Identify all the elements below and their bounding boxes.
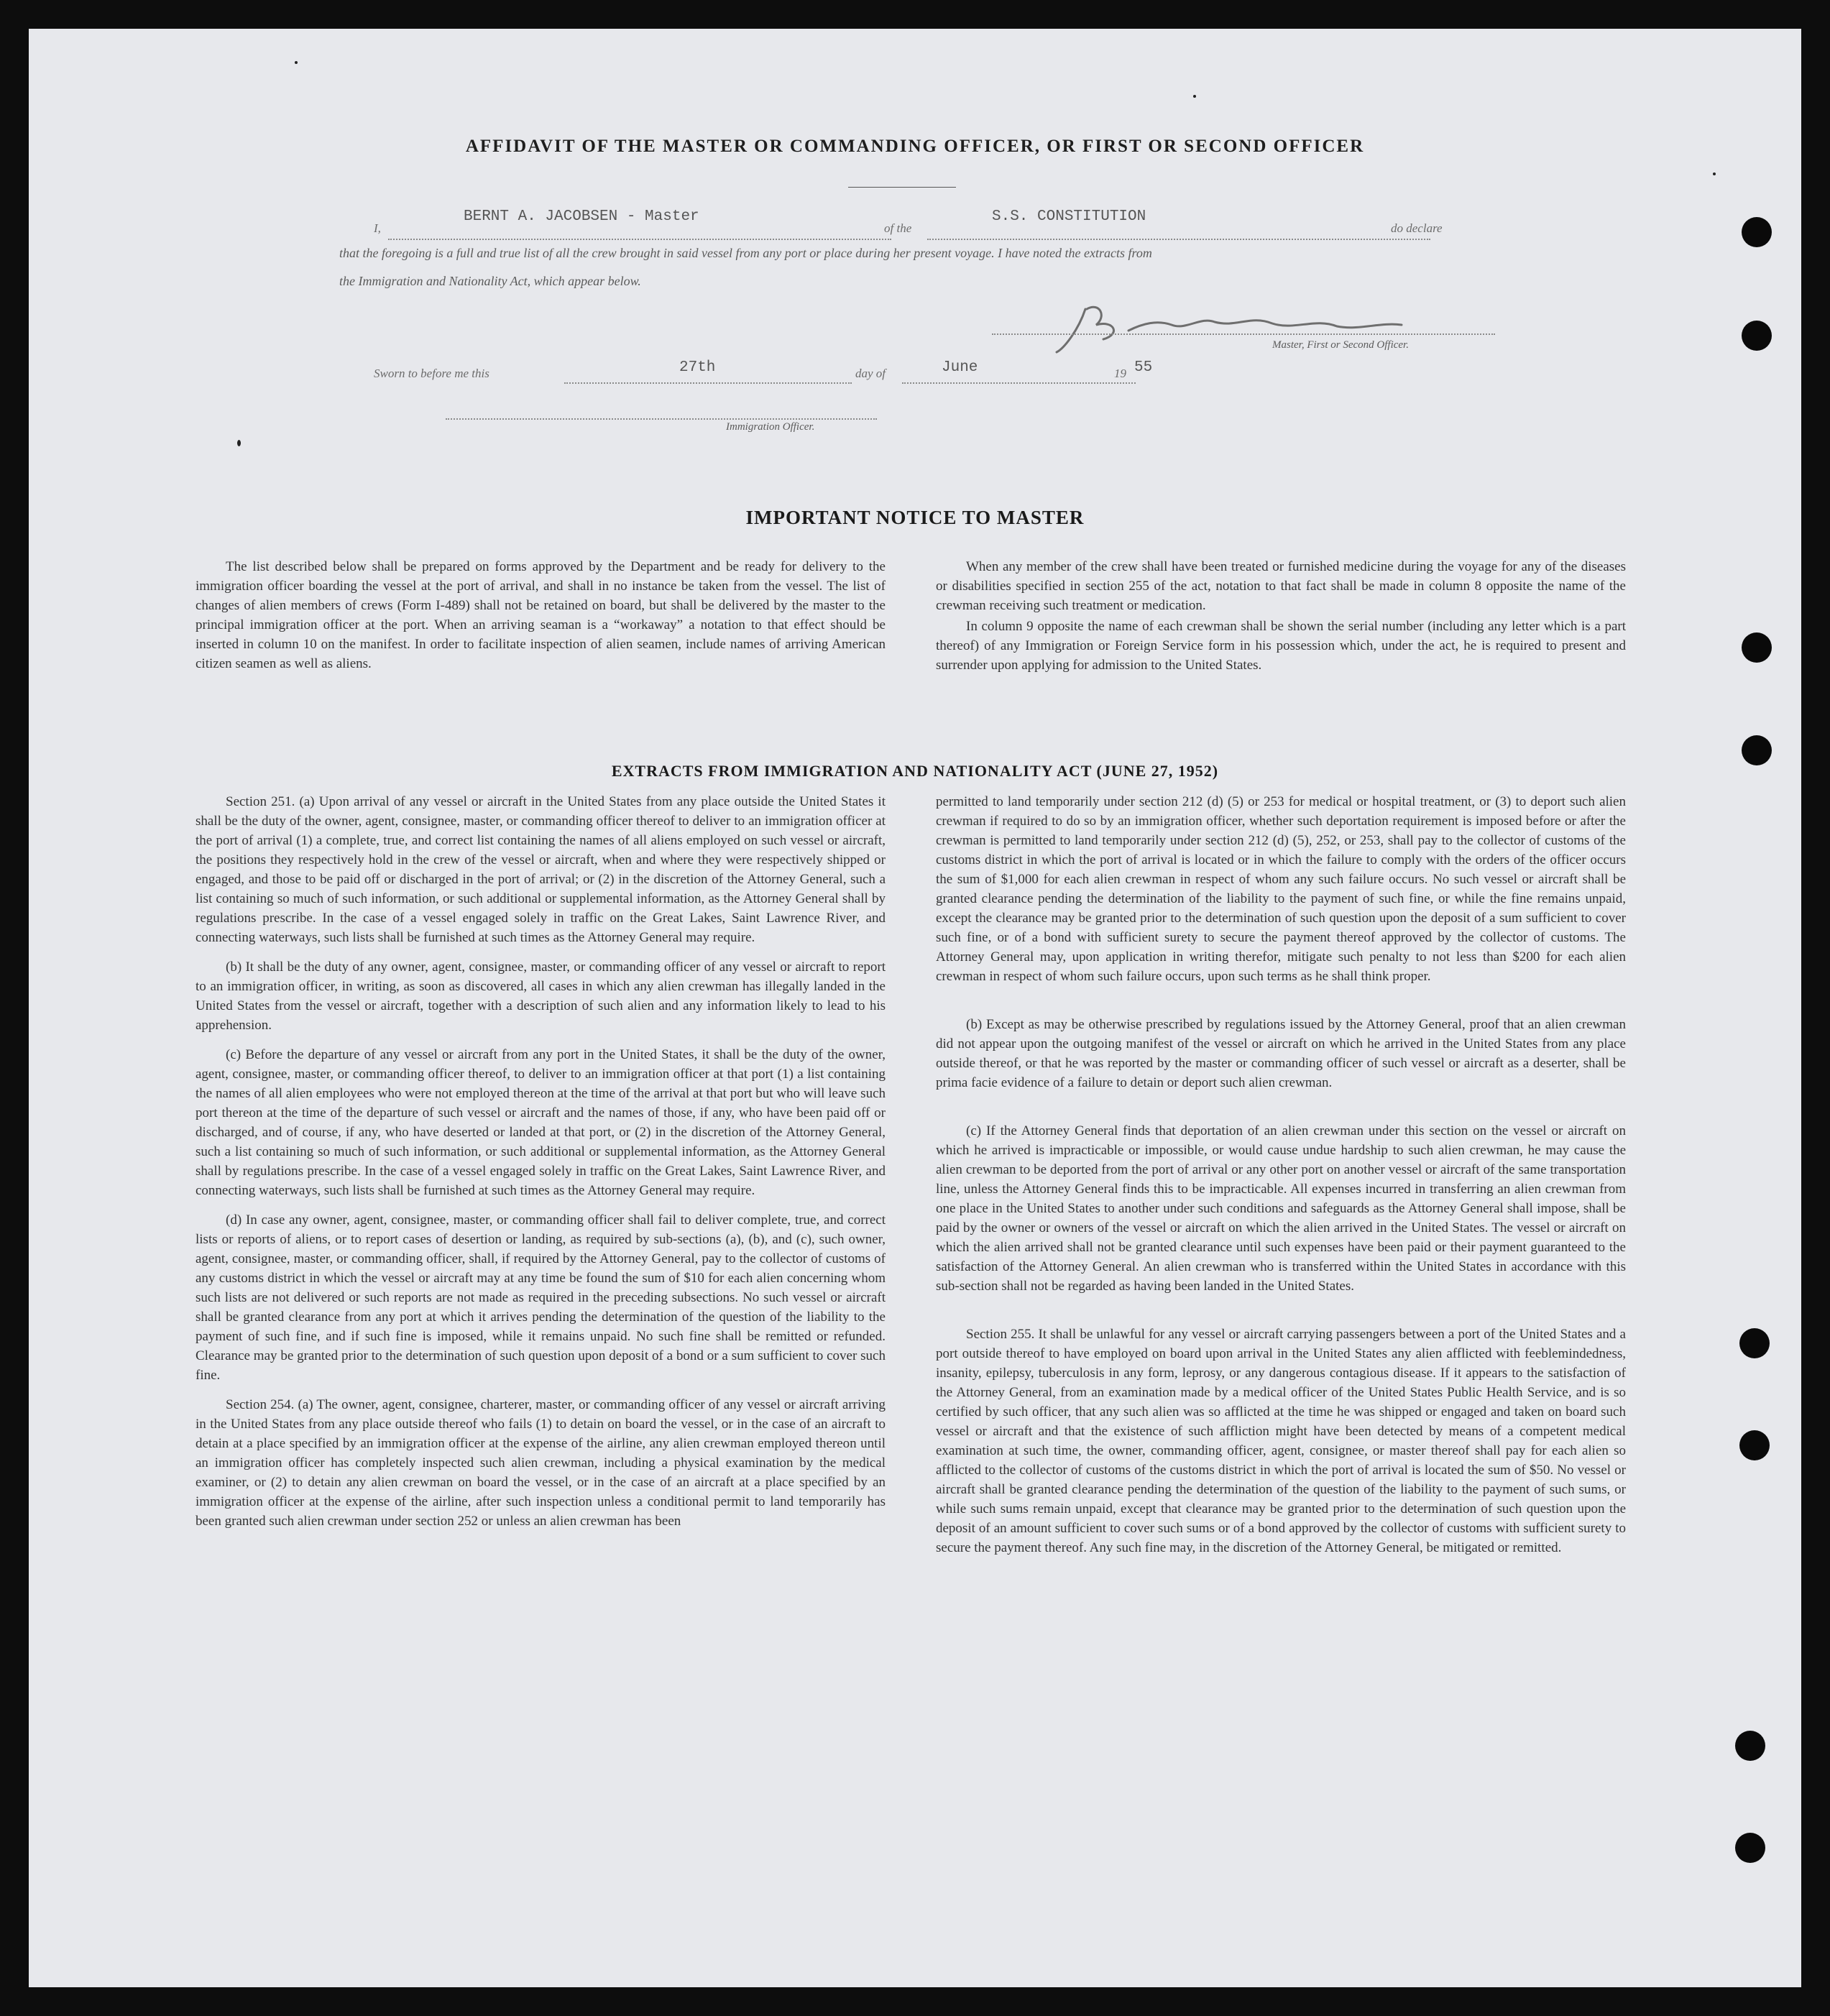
year-suffix: 55 <box>1134 359 1153 376</box>
i-label: I, <box>374 221 381 235</box>
section-254-a: Section 254. (a) The owner, agent, consignee, charterer, master, or commanding officer of any vessel or aircraft arriving in the United States from any place outside thereof who fails (1) to detain on board the vessel, or in the case of an aircraft to detain at a place specified by an immigration officer at the expense of the airline, any alien crewman employed thereon until an immigration officer has completely inspected such alien crewman, including a physical examination by the medical examiner, or (2) to detain any alien crewman on board the vessel, or in the case of an aircraft at a place specified by an immigration officer at the expense of the airline, after such inspection unless a conditional permit to land temporarily has been granted such alien crewman under section 252 or unless an alien crewman has been <box>196 1397 886 1529</box>
punch-hole <box>1739 1328 1770 1358</box>
year-prefix: 19 <box>1114 367 1126 380</box>
extracts-right-column <box>936 792 1626 1568</box>
vessel-name: S.S. CONSTITUTION <box>992 208 1146 225</box>
speck <box>295 61 298 64</box>
speck <box>237 440 241 446</box>
sworn-month: June <box>942 359 978 376</box>
section-254-a-continued: permitted to land temporarily under section 212 (d) (5) or 253 for medical or hospital treatment, or (3) to deport such alien crewman if required to do so by an immigration officer, whether such deportation requirement is imposed before or after the crewman is permitted to land temporarily under section 212 (d) (5), 252, or 253, shall pay to the collector of customs of the customs district in which the port of arrival is located or in which the failure to comply with the orders of the officer occurs the sum of $1,000 for each alien crewman in respect of whom any such failure occurs. No such vessel or aircraft shall be granted clearance pending the determination of the liability to the payment of such fine, or while the fine remains unpaid, except the clearance may be granted prior to the determination of such question upon the deposit of a sum sufficient to cover such fine, or of a bond with sufficient surety to secure the payment thereof approved by the collector of customs. The Attorney General may, upon application in writing therefor, mitigate such penalty to not less than $200 for each alien crewman in respect of whom such failure occurs, upon such terms as he shall think proper. <box>936 794 1626 984</box>
section-251-a: Section 251. (a) Upon arrival of any vessel or aircraft in the United States from any place outside the United States it shall be the duty of the owner, agent, consignee, master, or commanding officer thereof to deliver to an immigration officer at the port of arrival (1) a complete, true, and correct list containing the names of all aliens employed on such vessel or aircraft, the positions they respectively hold in the crew of the vessel or aircraft, when and where they were respectively shipped or engaged, and those to be paid off or discharged in the port of arrival; or (2) in the discretion of the Attorney General, such a list containing so much of such information, or such additional or supplemental information, as the Attorney General shall by regulations prescribe. In the case of a vessel engaged solely in traffic on the Great Lakes, Saint Lawrence River, and connecting waterways, such lists shall be furnished at such times as the Attorney General may require. <box>196 794 886 945</box>
document-page <box>29 29 1801 1987</box>
notice-right-paragraph-1: When any member of the crew shall have been treated or furnished medicine during the voyage for any of the diseases or disabilities specified in section 255 of the act, notation to that fact shall be made in column 8 opposite the name of the crewman receiving such treatment or medication. <box>936 559 1626 613</box>
title-divider <box>848 187 956 188</box>
declaration-line-1: that the foregoing is a full and true list of all the crew brought in said vessel from any port or place during her present voyage. I have noted the extracts from <box>339 246 1152 260</box>
of-the-label: of the <box>884 221 912 235</box>
master-name: BERNT A. JACOBSEN - Master <box>464 208 699 225</box>
speck <box>1713 172 1716 175</box>
signature-caption: Master, First or Second Officer. <box>1272 339 1409 351</box>
extracts-left-column <box>196 792 886 1541</box>
section-251-c: (c) Before the departure of any vessel or aircraft from any port in the United States, it shall be the duty of the owner, agent, consignee, master, or commanding officer thereof, to deliver to an immigration officer at that port (1) a list containing the names of all alien employees who were not employed thereon at the time of the arrival at that port but who will leave such port thereon at the time of the departure of such vessel or aircraft and the names of those, if any, who have been paid off or discharged, and of course, if any, who have deserted or landed at that port, or (2) in the discretion of the Attorney General, such a list containing so much of such information, or such additional or supplemental information, as the Attorney General shall by regulations prescribe. In the case of a vessel engaged solely in traffic on the Great Lakes, Saint Lawrence River, and connecting waterways, such lists shall be furnished at such times as the Attorney General may require. <box>196 1047 886 1198</box>
notice-right-paragraph-2: In column 9 opposite the name of each crewman shall be shown the serial number (including any letter which is a part thereof) of any Immigration or Foreign Service form in his possession which, under the act, he is required to present and surrender upon applying for admission to the United States. <box>936 619 1626 673</box>
section-254-c: (c) If the Attorney General finds that deportation of an alien crewman under this section on the vessel or aircraft on which he arrived is impracticable or impossible, or would cause undue hardship to such alien crewman, he may cause the alien crewman to be deported from the port of arrival or any other port on another vessel or aircraft of the same transportation line, unless the Attorney General finds this to be impracticable. All expenses incurred in transferring an alien crewman from one place in the United States to another under such conditions and safeguards as the Attorney General shall impose, shall be paid by the owner or owners of the vessel or aircraft on which the alien arrived in the United States. The vessel or aircraft on which the alien arrived shall not be granted clearance until such expenses have been paid or their payment guaranteed to the satisfaction of the Attorney General. An alien crewman who is transferred within the United States in accordance with this sub-section shall not be regarded as having been landed in the United States. <box>936 1123 1626 1294</box>
punch-hole <box>1739 1430 1770 1460</box>
month-blank <box>902 372 1136 384</box>
name-blank <box>388 223 891 240</box>
officer-caption: Immigration Officer. <box>726 421 815 433</box>
punch-hole <box>1742 632 1772 663</box>
notice-right-column <box>936 557 1626 685</box>
declaration-line-2: the Immigration and Nationality Act, which appear below. <box>339 274 641 288</box>
do-declare-label: do declare <box>1391 221 1443 235</box>
sworn-day: 27th <box>679 359 716 376</box>
notice-left-column <box>196 557 886 683</box>
punch-hole <box>1735 1833 1765 1863</box>
affidavit-title: AFFIDAVIT OF THE MASTER OR COMMANDING OFFICER, OR FIRST OR SECOND OFFICER <box>465 137 1365 156</box>
section-254-b: (b) Except as may be otherwise prescribed by regulations issued by the Attorney General, proof that an alien crewman did not appear upon the outgoing manifest of the vessel or aircraft on which he arrived in the United States from any place outside thereof, or that he was reported by the master or commanding officer of such vessel or aircraft as a deserter, shall be prima facie evidence of a failure to detain or deport such alien crewman. <box>936 1017 1626 1090</box>
section-251-b: (b) It shall be the duty of any owner, agent, consignee, master, or commanding officer of any vessel or aircraft to report to an immigration officer, in writing, as soon as discovered, all cases in which any alien crewman has illegally landed in the United States from the vessel or aircraft, together with a description of such alien and any information likely to lead to his apprehension. <box>196 959 886 1033</box>
sworn-label: Sworn to before me this <box>374 367 489 380</box>
punch-hole <box>1742 217 1772 247</box>
notice-title: IMPORTANT NOTICE TO MASTER <box>745 507 1085 528</box>
speck <box>1193 95 1196 98</box>
extracts-title: EXTRACTS FROM IMMIGRATION AND NATIONALITY ACT (JUNE 27, 1952) <box>611 762 1219 780</box>
notice-left-paragraph: The list described below shall be prepared on forms approved by the Department and be ready for delivery to the immigration officer boarding the vessel at the port of arrival, and shall in no instance be taken from the vessel. The list of changes of alien members of crews (Form I-489) shall not be retained on board, but shall be delivered by the master to the principal immigration officer at the port. When an arriving seaman is a “workaway” a notation to that effect should be inserted in column 10 on the manifest. In order to facilitate inspection of alien seamen, include names of arriving American citizen seamen as well as aliens. <box>196 559 886 671</box>
section-255: Section 255. It shall be unlawful for any vessel or aircraft carrying passengers between a port of the United States and a port outside thereof to have employed on board upon arrival in the United States any alien afflicted with feeblemindedness, insanity, epilepsy, tuberculosis in any form, leprosy, or any dangerous contagious disease. If it appears to the satisfaction of the Attorney General, from an examination made by a medical officer of the United States Public Health Service, and is so certified by such officer, that any such alien was so afflicted at the time he was shipped or engaged and taken on board such vessel or aircraft and that the existence of such affliction might have been detected by means of a competent medical examination at such time, the owner, commanding officer, agent, consignee, or master thereof shall pay for each alien so afflicted to the collector of customs of the customs district in which the port of arrival is located the sum of $50. No vessel or aircraft shall be granted clearance pending the determination of the question of the liability to the payment of such sums, or while such sums remain unpaid, except that clearance may be granted prior to the determination of such question upon the deposit of an amount sufficient to cover such sums or of a bond approved by the collector of customs with sufficient surety to secure the payment thereof. Any such fine may, in the discretion of the Attorney General, be mitigated or remitted. <box>936 1327 1626 1555</box>
punch-hole <box>1735 1731 1765 1761</box>
punch-hole <box>1742 321 1772 351</box>
officer-line <box>446 415 877 420</box>
day-of-label: day of <box>855 367 886 380</box>
vessel-blank <box>927 223 1430 240</box>
signature-line <box>992 331 1495 335</box>
punch-hole <box>1742 735 1772 765</box>
section-251-d: (d) In case any owner, agent, consignee, master, or commanding officer shall fail to deliver complete, true, and correct lists or reports of aliens, or to report cases of desertion or landing, as required by sub-sections (a), (b), and (c), such owner, agent, consignee, master, or commanding officer, shall, if required by the Attorney General, pay to the collector of customs of any customs district in which the vessel or aircraft may at any time be found the sum of $10 for each alien concerning whom such lists are not delivered or such reports are not made as required in the preceding subsections. No such vessel or aircraft shall be granted clearance from any port at which it arrives pending the determination of the question of the liability to the payment of such fine, and if such fine is imposed, while it remains unpaid. No such fine shall be remitted or refunded. Clearance may be granted prior to the determination of such question upon deposit of a bond or a sum sufficient to cover such fine. <box>196 1212 886 1383</box>
master-signature <box>1035 280 1502 359</box>
